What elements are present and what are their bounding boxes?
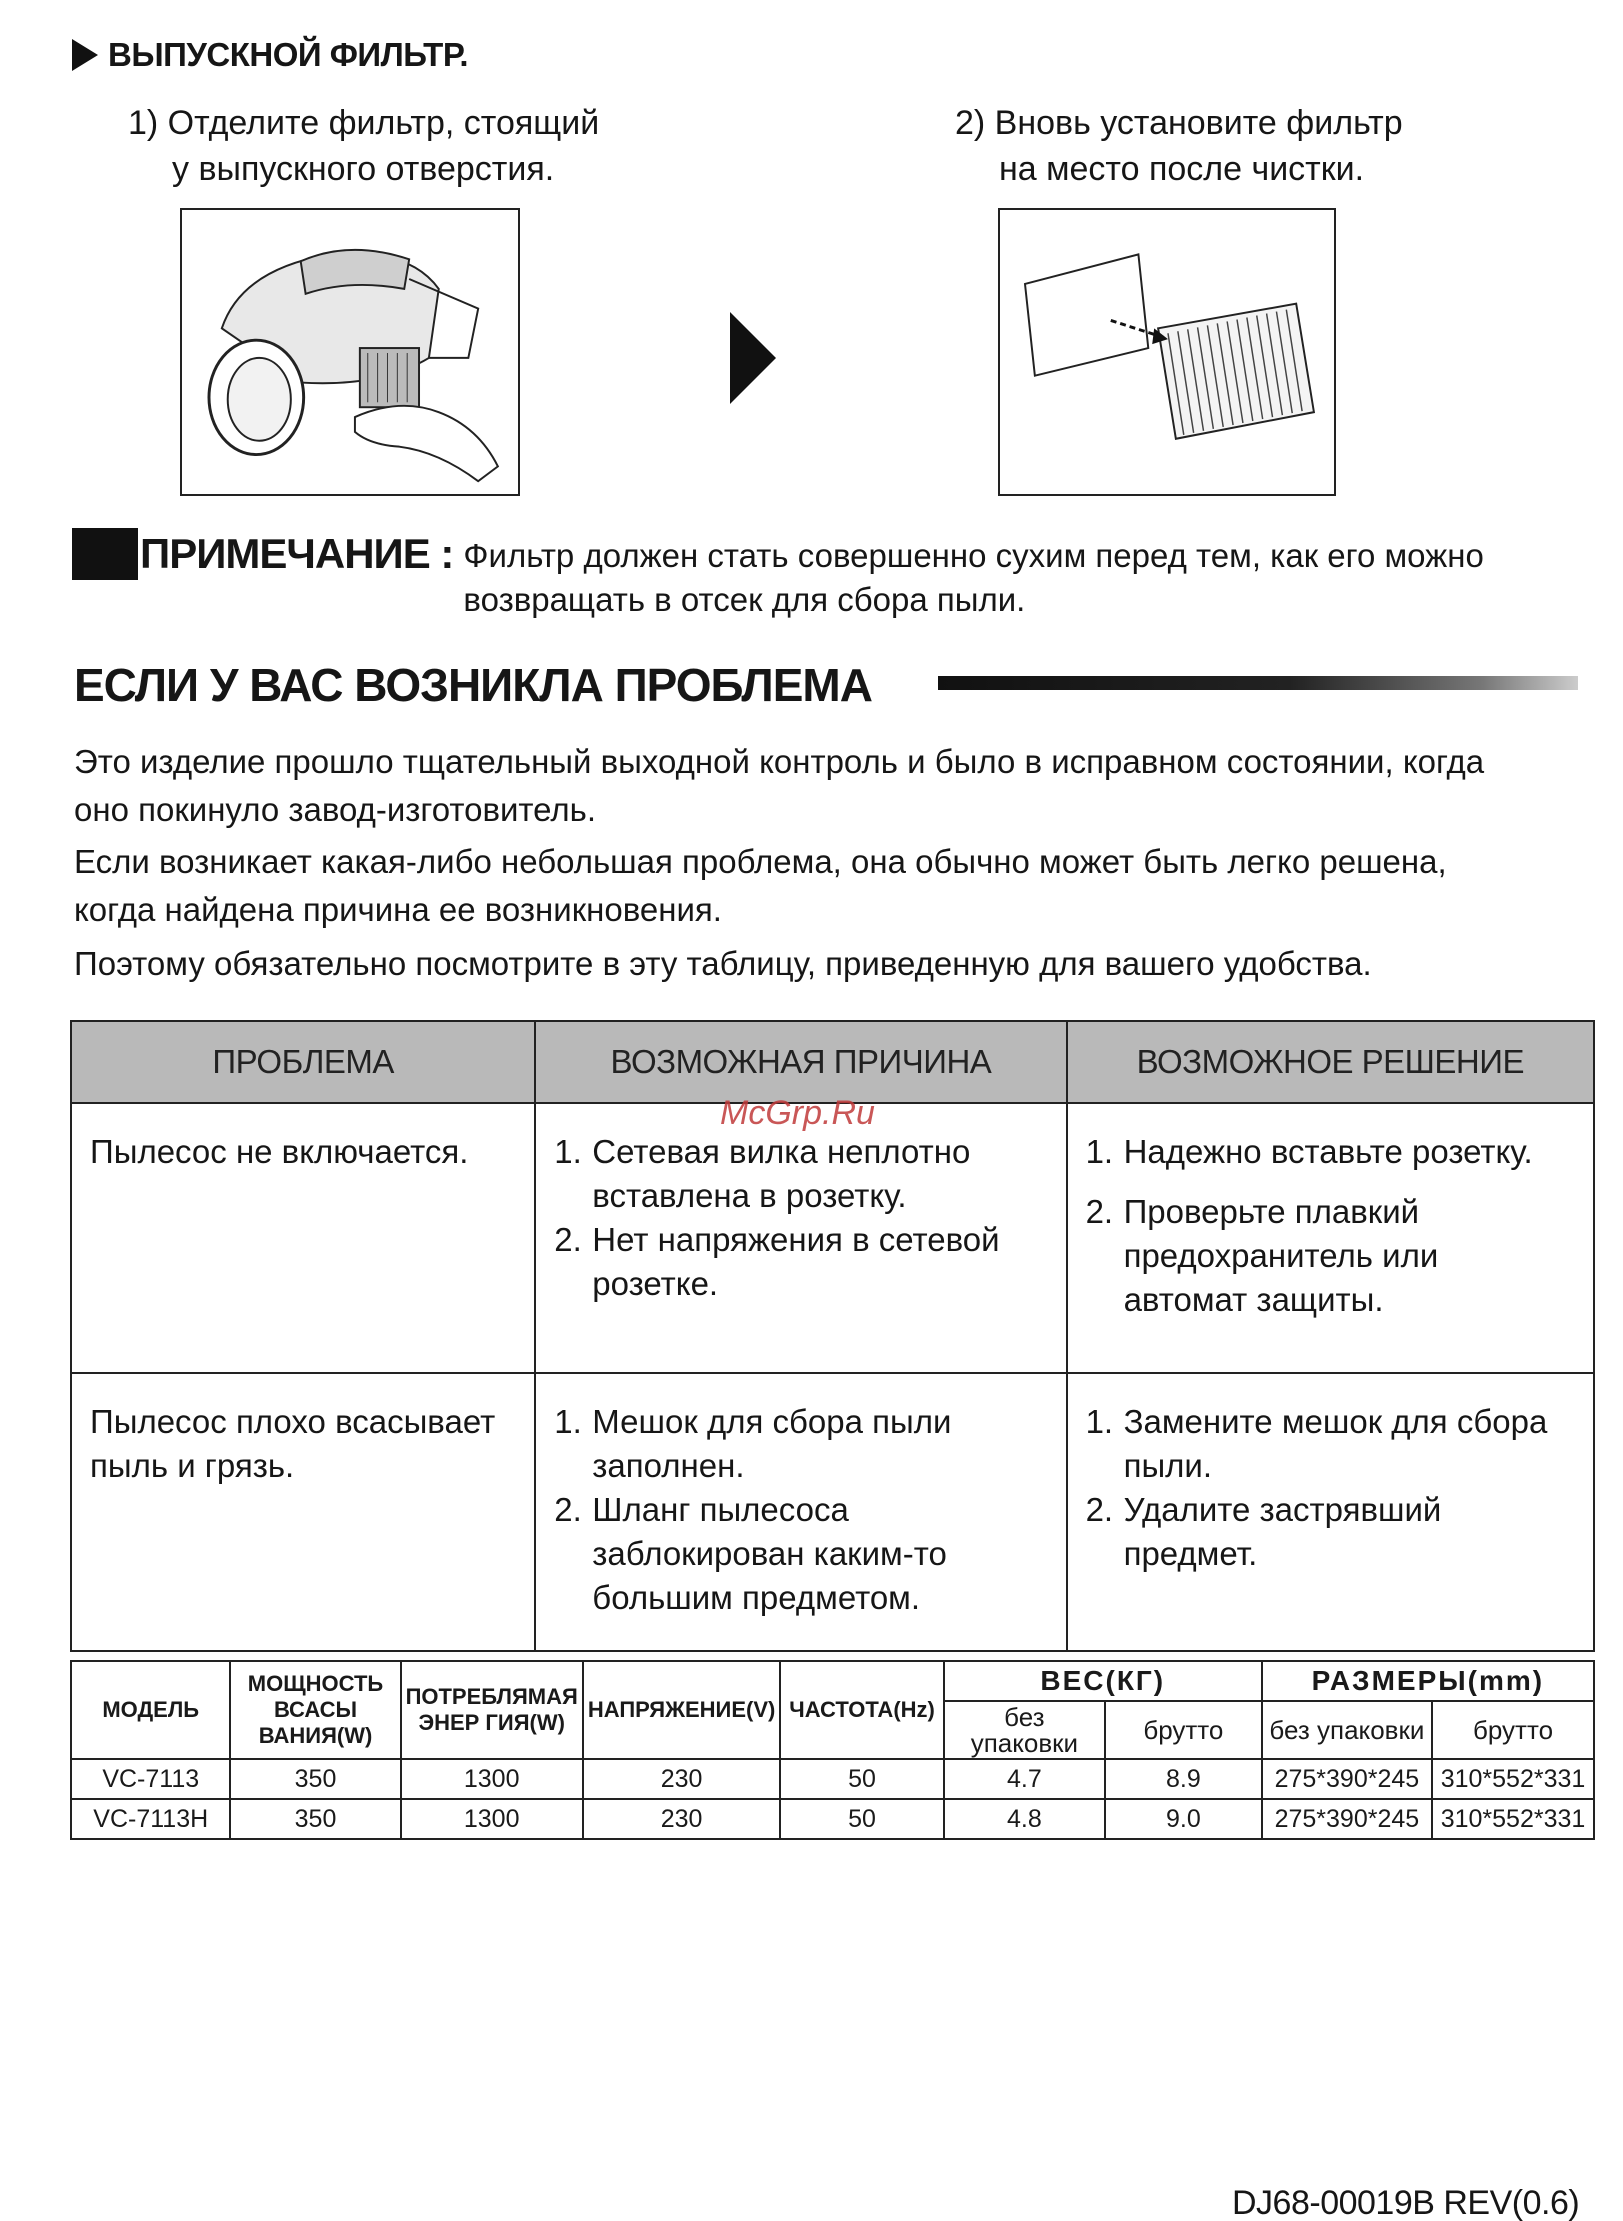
- solution-cell: [1067, 1373, 1594, 1651]
- solution-cell: [1067, 1103, 1594, 1373]
- note-label: ПРИМЕЧАНИЕ :: [72, 528, 453, 580]
- step-2-instruction: 2) Вновь установите фильтр на место после чистки.: [955, 104, 1403, 188]
- vacuum-cleaner-illustration: [182, 210, 518, 494]
- header-consumption: ПОТРЕБЛЯМАЯ ЭНЕР ГИЯ(W): [401, 1661, 583, 1759]
- list-item: 2. Проверьте плавкий предохранитель или автомат защиты.: [1085, 1193, 1439, 1318]
- cell-voltage: 230: [583, 1799, 781, 1839]
- cell-model: VC-7113H: [71, 1799, 230, 1839]
- header-cause: ВОЗМОЖНАЯ ПРИЧИНА: [535, 1021, 1066, 1103]
- header-dim-gross: брутто: [1432, 1701, 1594, 1759]
- header-weight-gross: брутто: [1105, 1701, 1262, 1759]
- header-dimensions: РАЗМЕРЫ(mm): [1262, 1661, 1594, 1701]
- cell-voltage: 230: [583, 1759, 781, 1799]
- cell-weight-gross: 8.9: [1105, 1759, 1262, 1799]
- header-frequency: ЧАСТОТА(Hz): [780, 1661, 943, 1759]
- header-weight: ВЕС(КГ): [944, 1661, 1262, 1701]
- problem-cell: Пылесос плохо всасывает пыль и грязь.: [71, 1373, 535, 1651]
- cell-dim-net: 275*390*245: [1262, 1759, 1432, 1799]
- list-item: 2. Нет напряжения в сетевой розетке.: [554, 1221, 1000, 1302]
- step-1-instruction: 1) Отделите фильтр, стоящий у выпускного отверстия.: [128, 104, 600, 188]
- section-title-exhaust-filter: ВЫПУСКНОЙ ФИЛЬТР.: [72, 36, 468, 74]
- cause-cell: [535, 1103, 1066, 1373]
- cell-suction: 350: [230, 1799, 400, 1839]
- list-item: 2. Удалите застрявший предмет.: [1085, 1491, 1442, 1572]
- cause-cell: [535, 1373, 1066, 1651]
- note-text: Фильтр должен стать совершенно сухим перед тем, как его можно возвращать в отсек для сбора пыли.: [463, 537, 1484, 618]
- problem-cell: Пылесос не включается.: [71, 1103, 535, 1373]
- table-header-row: [71, 1021, 1594, 1103]
- list-item: 1. Сетевая вилка неплотно вставлена в розетку.: [554, 1133, 971, 1214]
- cell-weight-net: 4.8: [944, 1799, 1105, 1839]
- section-title-problem: ЕСЛИ У ВАС ВОЗНИКЛА ПРОБЛЕМА: [74, 659, 872, 711]
- illustration-reinstall-filter: [998, 208, 1336, 496]
- table-row: [71, 1799, 1594, 1839]
- table-row: [71, 1373, 1594, 1651]
- list-item: 1. Замените мешок для сбора пыли.: [1085, 1403, 1548, 1484]
- intro-paragraph-1: Это изделие прошло тщательный выходной контроль и было в исправном состоянии, когда оно покинуло завод-изготовитель.: [74, 743, 1485, 828]
- watermark: McGrp.Ru: [720, 1094, 875, 1132]
- list-item: 2. Шланг пылесоса заблокирован каким-то большим предметом.: [554, 1491, 947, 1616]
- cell-suction: 350: [230, 1759, 400, 1799]
- spec-header-row: [71, 1661, 1594, 1701]
- header-dim-net: без упаковки: [1262, 1701, 1432, 1759]
- header-suction: МОЩНОСТЬ ВСАСЫ ВАНИЯ(W): [230, 1661, 400, 1759]
- cell-weight-net: 4.7: [944, 1759, 1105, 1799]
- header-solution: ВОЗМОЖНОЕ РЕШЕНИЕ: [1067, 1021, 1594, 1103]
- table-row: [71, 1759, 1594, 1799]
- next-step-arrow-icon: [730, 312, 776, 404]
- cell-consumption: 1300: [401, 1799, 583, 1839]
- header-problem: ПРОБЛЕМА: [71, 1021, 535, 1103]
- header-weight-net: без упаковки: [944, 1701, 1105, 1759]
- bullet-arrow-icon: [72, 39, 98, 71]
- list-item: 1. Надежно вставьте розетку.: [1085, 1133, 1533, 1170]
- intro-paragraph-2: Если возникает какая-либо небольшая проблема, она обычно может быть легко решена, когда найдена причина ее возникновения.: [74, 843, 1447, 928]
- cell-consumption: 1300: [401, 1759, 583, 1799]
- header-voltage: НАПРЯЖЕНИЕ(V): [583, 1661, 781, 1759]
- cell-dim-net: 275*390*245: [1262, 1799, 1432, 1839]
- intro-paragraph-3: Поэтому обязательно посмотрите в эту таблицу, приведенную для вашего удобства.: [74, 945, 1372, 982]
- header-model: МОДЕЛЬ: [71, 1661, 230, 1759]
- filter-illustration: [1000, 210, 1334, 494]
- illustration-remove-filter: [180, 208, 520, 496]
- document-id: DJ68-00019B REV(0.6): [1232, 2184, 1580, 2221]
- cell-model: VC-7113: [71, 1759, 230, 1799]
- table-row: [71, 1103, 1594, 1373]
- heading-rule: [938, 676, 1578, 690]
- note-block: [72, 528, 1572, 622]
- list-item: 1. Мешок для сбора пыли заполнен.: [554, 1403, 952, 1484]
- cell-weight-gross: 9.0: [1105, 1799, 1262, 1839]
- cell-frequency: 50: [780, 1799, 943, 1839]
- cell-frequency: 50: [780, 1759, 943, 1799]
- specifications-table: [70, 1660, 1595, 1840]
- cell-dim-gross: 310*552*331: [1432, 1799, 1594, 1839]
- cell-dim-gross: 310*552*331: [1432, 1759, 1594, 1799]
- note-marker-icon: [72, 528, 138, 580]
